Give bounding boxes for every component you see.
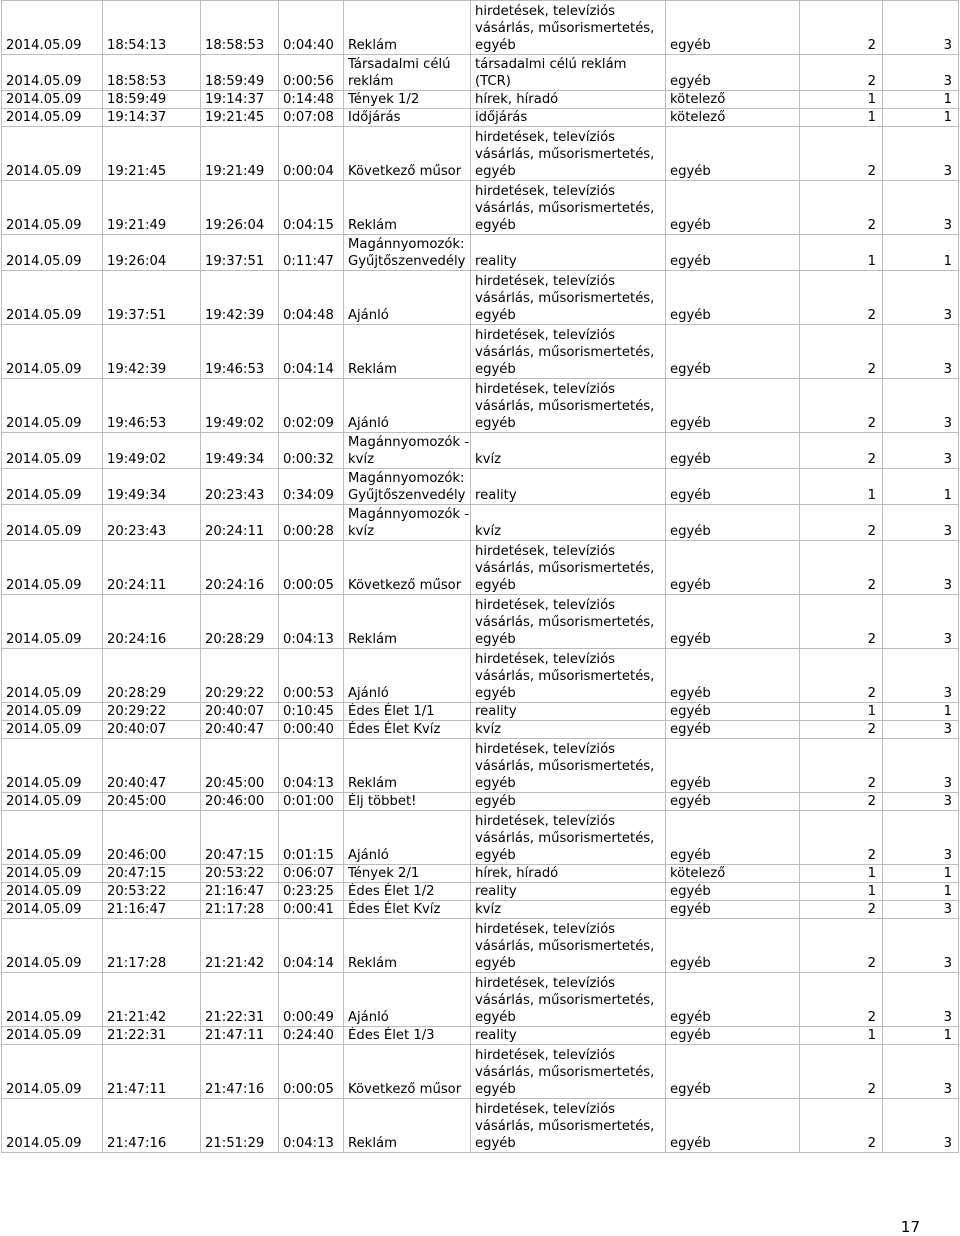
category-cell: egyéb bbox=[666, 271, 800, 325]
duration-cell: 0:04:14 bbox=[279, 325, 344, 379]
code-1-cell: 1 bbox=[800, 235, 883, 271]
category-cell: egyéb bbox=[666, 595, 800, 649]
genre-cell: reality bbox=[471, 469, 666, 505]
end-time-cell: 20:40:07 bbox=[201, 703, 279, 721]
table-row bbox=[2, 505, 959, 541]
end-time-cell: 21:22:31 bbox=[201, 973, 279, 1027]
duration-cell: 0:00:41 bbox=[279, 901, 344, 919]
genre-cell: időjárás bbox=[471, 109, 666, 127]
duration-cell: 0:14:48 bbox=[279, 91, 344, 109]
end-time-cell: 18:59:49 bbox=[201, 55, 279, 91]
category-cell: egyéb bbox=[666, 505, 800, 541]
code-1-cell: 2 bbox=[800, 1045, 883, 1099]
code-2-cell: 3 bbox=[883, 1, 959, 55]
category-cell: egyéb bbox=[666, 1, 800, 55]
start-time-cell: 19:14:37 bbox=[103, 109, 201, 127]
genre-cell: hirdetések, televíziós vásárlás, műsorismertetés, egyéb bbox=[471, 1, 666, 55]
code-1-cell: 2 bbox=[800, 325, 883, 379]
code-2-cell: 3 bbox=[883, 433, 959, 469]
program-title-cell: Reklám bbox=[344, 919, 471, 973]
date-cell: 2014.05.09 bbox=[2, 541, 103, 595]
code-1-cell: 1 bbox=[800, 109, 883, 127]
table-row bbox=[2, 739, 959, 793]
program-title-cell: Édes Élet 1/1 bbox=[344, 703, 471, 721]
table-row bbox=[2, 181, 959, 235]
start-time-cell: 20:24:16 bbox=[103, 595, 201, 649]
code-2-cell: 1 bbox=[883, 703, 959, 721]
date-cell: 2014.05.09 bbox=[2, 901, 103, 919]
end-time-cell: 19:37:51 bbox=[201, 235, 279, 271]
category-cell: kötelező bbox=[666, 109, 800, 127]
end-time-cell: 20:24:11 bbox=[201, 505, 279, 541]
program-title-cell: Következő műsor bbox=[344, 127, 471, 181]
program-title-cell: Ajánló bbox=[344, 811, 471, 865]
duration-cell: 0:06:07 bbox=[279, 865, 344, 883]
category-cell: egyéb bbox=[666, 379, 800, 433]
end-time-cell: 20:40:47 bbox=[201, 721, 279, 739]
date-cell: 2014.05.09 bbox=[2, 235, 103, 271]
genre-cell: hirdetések, televíziós vásárlás, műsorismertetés, egyéb bbox=[471, 325, 666, 379]
genre-cell: társadalmi célú reklám (TCR) bbox=[471, 55, 666, 91]
duration-cell: 0:01:15 bbox=[279, 811, 344, 865]
duration-cell: 0:24:40 bbox=[279, 1027, 344, 1045]
program-title-cell: Reklám bbox=[344, 325, 471, 379]
start-time-cell: 18:59:49 bbox=[103, 91, 201, 109]
code-2-cell: 3 bbox=[883, 505, 959, 541]
end-time-cell: 20:46:00 bbox=[201, 793, 279, 811]
code-2-cell: 1 bbox=[883, 109, 959, 127]
code-1-cell: 2 bbox=[800, 1099, 883, 1153]
table-row bbox=[2, 55, 959, 91]
table-row bbox=[2, 1, 959, 55]
program-title-cell: Reklám bbox=[344, 595, 471, 649]
code-2-cell: 3 bbox=[883, 811, 959, 865]
code-1-cell: 2 bbox=[800, 505, 883, 541]
code-2-cell: 3 bbox=[883, 379, 959, 433]
table-row bbox=[2, 235, 959, 271]
code-1-cell: 2 bbox=[800, 433, 883, 469]
end-time-cell: 19:42:39 bbox=[201, 271, 279, 325]
genre-cell: hírek, híradó bbox=[471, 865, 666, 883]
genre-cell: hirdetések, televíziós vásárlás, műsorismertetés, egyéb bbox=[471, 739, 666, 793]
category-cell: egyéb bbox=[666, 55, 800, 91]
duration-cell: 0:00:32 bbox=[279, 433, 344, 469]
code-1-cell: 2 bbox=[800, 721, 883, 739]
end-time-cell: 19:49:34 bbox=[201, 433, 279, 469]
category-cell: egyéb bbox=[666, 541, 800, 595]
start-time-cell: 21:17:28 bbox=[103, 919, 201, 973]
duration-cell: 0:00:49 bbox=[279, 973, 344, 1027]
table-row bbox=[2, 325, 959, 379]
date-cell: 2014.05.09 bbox=[2, 1027, 103, 1045]
genre-cell: hirdetések, televíziós vásárlás, műsorismertetés, egyéb bbox=[471, 1045, 666, 1099]
category-cell: egyéb bbox=[666, 739, 800, 793]
start-time-cell: 20:29:22 bbox=[103, 703, 201, 721]
code-2-cell: 3 bbox=[883, 595, 959, 649]
genre-cell: kvíz bbox=[471, 901, 666, 919]
start-time-cell: 20:23:43 bbox=[103, 505, 201, 541]
end-time-cell: 20:53:22 bbox=[201, 865, 279, 883]
category-cell: kötelező bbox=[666, 91, 800, 109]
genre-cell: hirdetések, televíziós vásárlás, műsorismertetés, egyéb bbox=[471, 127, 666, 181]
category-cell: egyéb bbox=[666, 721, 800, 739]
start-time-cell: 20:40:07 bbox=[103, 721, 201, 739]
broadcast-schedule-table bbox=[1, 0, 959, 1153]
program-title-cell: Tények 2/1 bbox=[344, 865, 471, 883]
table-row bbox=[2, 91, 959, 109]
category-cell: egyéb bbox=[666, 901, 800, 919]
start-time-cell: 19:46:53 bbox=[103, 379, 201, 433]
date-cell: 2014.05.09 bbox=[2, 469, 103, 505]
category-cell: egyéb bbox=[666, 649, 800, 703]
date-cell: 2014.05.09 bbox=[2, 649, 103, 703]
genre-cell: hírek, híradó bbox=[471, 91, 666, 109]
program-title-cell: Ajánló bbox=[344, 973, 471, 1027]
genre-cell: hirdetések, televíziós vásárlás, műsorismertetés, egyéb bbox=[471, 181, 666, 235]
date-cell: 2014.05.09 bbox=[2, 811, 103, 865]
code-1-cell: 2 bbox=[800, 127, 883, 181]
table-row bbox=[2, 973, 959, 1027]
code-1-cell: 2 bbox=[800, 901, 883, 919]
start-time-cell: 20:24:11 bbox=[103, 541, 201, 595]
code-2-cell: 3 bbox=[883, 1045, 959, 1099]
genre-cell: kvíz bbox=[471, 433, 666, 469]
code-1-cell: 2 bbox=[800, 181, 883, 235]
code-2-cell: 3 bbox=[883, 649, 959, 703]
genre-cell: hirdetések, televíziós vásárlás, műsorismertetés, egyéb bbox=[471, 919, 666, 973]
program-title-cell: Reklám bbox=[344, 739, 471, 793]
table-row bbox=[2, 1027, 959, 1045]
duration-cell: 0:07:08 bbox=[279, 109, 344, 127]
table-row bbox=[2, 865, 959, 883]
schedule-rows bbox=[2, 1, 959, 1153]
program-title-cell: Reklám bbox=[344, 1099, 471, 1153]
code-2-cell: 3 bbox=[883, 181, 959, 235]
duration-cell: 0:23:25 bbox=[279, 883, 344, 901]
page-number: 17 bbox=[900, 1218, 920, 1236]
table-row bbox=[2, 703, 959, 721]
date-cell: 2014.05.09 bbox=[2, 433, 103, 469]
code-2-cell: 3 bbox=[883, 973, 959, 1027]
table-row bbox=[2, 379, 959, 433]
code-2-cell: 1 bbox=[883, 883, 959, 901]
start-time-cell: 19:42:39 bbox=[103, 325, 201, 379]
code-1-cell: 2 bbox=[800, 649, 883, 703]
code-1-cell: 1 bbox=[800, 883, 883, 901]
code-2-cell: 1 bbox=[883, 235, 959, 271]
end-time-cell: 21:16:47 bbox=[201, 883, 279, 901]
code-2-cell: 3 bbox=[883, 271, 959, 325]
end-time-cell: 21:17:28 bbox=[201, 901, 279, 919]
end-time-cell: 21:21:42 bbox=[201, 919, 279, 973]
program-title-cell: Következő műsor bbox=[344, 541, 471, 595]
end-time-cell: 20:23:43 bbox=[201, 469, 279, 505]
end-time-cell: 19:21:45 bbox=[201, 109, 279, 127]
duration-cell: 0:00:53 bbox=[279, 649, 344, 703]
duration-cell: 0:04:15 bbox=[279, 181, 344, 235]
date-cell: 2014.05.09 bbox=[2, 505, 103, 541]
code-2-cell: 1 bbox=[883, 469, 959, 505]
start-time-cell: 20:45:00 bbox=[103, 793, 201, 811]
date-cell: 2014.05.09 bbox=[2, 55, 103, 91]
program-title-cell: Édes Élet 1/3 bbox=[344, 1027, 471, 1045]
code-1-cell: 2 bbox=[800, 811, 883, 865]
end-time-cell: 20:45:00 bbox=[201, 739, 279, 793]
program-title-cell: Időjárás bbox=[344, 109, 471, 127]
start-time-cell: 20:28:29 bbox=[103, 649, 201, 703]
program-title-cell: Magánnyomozók - kvíz bbox=[344, 505, 471, 541]
code-2-cell: 3 bbox=[883, 325, 959, 379]
category-cell: egyéb bbox=[666, 181, 800, 235]
start-time-cell: 19:37:51 bbox=[103, 271, 201, 325]
duration-cell: 0:01:00 bbox=[279, 793, 344, 811]
code-2-cell: 1 bbox=[883, 1027, 959, 1045]
category-cell: egyéb bbox=[666, 1099, 800, 1153]
table-row bbox=[2, 1045, 959, 1099]
code-2-cell: 3 bbox=[883, 1099, 959, 1153]
program-title-cell: Magánnyomozók: Gyűjtőszenvedély bbox=[344, 469, 471, 505]
end-time-cell: 19:14:37 bbox=[201, 91, 279, 109]
start-time-cell: 19:49:02 bbox=[103, 433, 201, 469]
duration-cell: 0:02:09 bbox=[279, 379, 344, 433]
genre-cell: kvíz bbox=[471, 505, 666, 541]
program-title-cell: Édes Élet Kvíz bbox=[344, 721, 471, 739]
program-title-cell: Társadalmi célú reklám bbox=[344, 55, 471, 91]
date-cell: 2014.05.09 bbox=[2, 127, 103, 181]
table-row bbox=[2, 469, 959, 505]
date-cell: 2014.05.09 bbox=[2, 1045, 103, 1099]
start-time-cell: 21:47:16 bbox=[103, 1099, 201, 1153]
date-cell: 2014.05.09 bbox=[2, 973, 103, 1027]
genre-cell: reality bbox=[471, 883, 666, 901]
code-2-cell: 3 bbox=[883, 793, 959, 811]
code-1-cell: 2 bbox=[800, 595, 883, 649]
code-2-cell: 1 bbox=[883, 865, 959, 883]
date-cell: 2014.05.09 bbox=[2, 721, 103, 739]
table-row bbox=[2, 919, 959, 973]
duration-cell: 0:04:14 bbox=[279, 919, 344, 973]
code-1-cell: 2 bbox=[800, 793, 883, 811]
start-time-cell: 21:16:47 bbox=[103, 901, 201, 919]
date-cell: 2014.05.09 bbox=[2, 1, 103, 55]
duration-cell: 0:00:05 bbox=[279, 541, 344, 595]
duration-cell: 0:00:28 bbox=[279, 505, 344, 541]
genre-cell: hirdetések, televíziós vásárlás, műsorismertetés, egyéb bbox=[471, 271, 666, 325]
category-cell: egyéb bbox=[666, 127, 800, 181]
genre-cell: reality bbox=[471, 1027, 666, 1045]
code-1-cell: 1 bbox=[800, 1027, 883, 1045]
duration-cell: 0:10:45 bbox=[279, 703, 344, 721]
date-cell: 2014.05.09 bbox=[2, 883, 103, 901]
date-cell: 2014.05.09 bbox=[2, 91, 103, 109]
date-cell: 2014.05.09 bbox=[2, 109, 103, 127]
table-row bbox=[2, 595, 959, 649]
table-row bbox=[2, 901, 959, 919]
category-cell: egyéb bbox=[666, 793, 800, 811]
end-time-cell: 18:58:53 bbox=[201, 1, 279, 55]
code-2-cell: 3 bbox=[883, 55, 959, 91]
program-title-cell: Reklám bbox=[344, 181, 471, 235]
program-title-cell: Magánnyomozók - kvíz bbox=[344, 433, 471, 469]
table-row bbox=[2, 811, 959, 865]
code-1-cell: 2 bbox=[800, 973, 883, 1027]
code-2-cell: 3 bbox=[883, 541, 959, 595]
category-cell: egyéb bbox=[666, 883, 800, 901]
program-title-cell: Ajánló bbox=[344, 649, 471, 703]
duration-cell: 0:04:40 bbox=[279, 1, 344, 55]
start-time-cell: 19:21:45 bbox=[103, 127, 201, 181]
start-time-cell: 21:47:11 bbox=[103, 1045, 201, 1099]
duration-cell: 0:00:40 bbox=[279, 721, 344, 739]
table-row bbox=[2, 433, 959, 469]
date-cell: 2014.05.09 bbox=[2, 271, 103, 325]
code-1-cell: 2 bbox=[800, 379, 883, 433]
duration-cell: 0:34:09 bbox=[279, 469, 344, 505]
program-title-cell: Következő műsor bbox=[344, 1045, 471, 1099]
genre-cell: hirdetések, televíziós vásárlás, műsorismertetés, egyéb bbox=[471, 541, 666, 595]
table-row bbox=[2, 883, 959, 901]
date-cell: 2014.05.09 bbox=[2, 325, 103, 379]
table-row bbox=[2, 541, 959, 595]
table-row bbox=[2, 793, 959, 811]
program-title-cell: Reklám bbox=[344, 1, 471, 55]
duration-cell: 0:11:47 bbox=[279, 235, 344, 271]
end-time-cell: 20:24:16 bbox=[201, 541, 279, 595]
code-1-cell: 1 bbox=[800, 703, 883, 721]
duration-cell: 0:04:13 bbox=[279, 739, 344, 793]
end-time-cell: 21:47:11 bbox=[201, 1027, 279, 1045]
start-time-cell: 20:53:22 bbox=[103, 883, 201, 901]
genre-cell: reality bbox=[471, 235, 666, 271]
start-time-cell: 19:49:34 bbox=[103, 469, 201, 505]
end-time-cell: 19:21:49 bbox=[201, 127, 279, 181]
code-1-cell: 2 bbox=[800, 1, 883, 55]
category-cell: egyéb bbox=[666, 433, 800, 469]
category-cell: egyéb bbox=[666, 1027, 800, 1045]
category-cell: egyéb bbox=[666, 235, 800, 271]
end-time-cell: 20:28:29 bbox=[201, 595, 279, 649]
genre-cell: hirdetések, televíziós vásárlás, műsorismertetés, egyéb bbox=[471, 595, 666, 649]
genre-cell: hirdetések, televíziós vásárlás, műsorismertetés, egyéb bbox=[471, 973, 666, 1027]
genre-cell: kvíz bbox=[471, 721, 666, 739]
table-row bbox=[2, 1099, 959, 1153]
start-time-cell: 18:58:53 bbox=[103, 55, 201, 91]
date-cell: 2014.05.09 bbox=[2, 919, 103, 973]
program-title-cell: Ajánló bbox=[344, 379, 471, 433]
code-1-cell: 2 bbox=[800, 541, 883, 595]
end-time-cell: 19:49:02 bbox=[201, 379, 279, 433]
start-time-cell: 18:54:13 bbox=[103, 1, 201, 55]
duration-cell: 0:00:04 bbox=[279, 127, 344, 181]
end-time-cell: 19:46:53 bbox=[201, 325, 279, 379]
category-cell: egyéb bbox=[666, 811, 800, 865]
date-cell: 2014.05.09 bbox=[2, 1099, 103, 1153]
category-cell: egyéb bbox=[666, 325, 800, 379]
end-time-cell: 19:26:04 bbox=[201, 181, 279, 235]
category-cell: kötelező bbox=[666, 865, 800, 883]
category-cell: egyéb bbox=[666, 973, 800, 1027]
duration-cell: 0:00:05 bbox=[279, 1045, 344, 1099]
code-2-cell: 3 bbox=[883, 721, 959, 739]
genre-cell: egyéb bbox=[471, 793, 666, 811]
date-cell: 2014.05.09 bbox=[2, 739, 103, 793]
code-1-cell: 1 bbox=[800, 91, 883, 109]
start-time-cell: 19:21:49 bbox=[103, 181, 201, 235]
genre-cell: hirdetések, televíziós vásárlás, műsorismertetés, egyéb bbox=[471, 379, 666, 433]
genre-cell: hirdetések, televíziós vásárlás, műsorismertetés, egyéb bbox=[471, 811, 666, 865]
program-title-cell: Élj többet! bbox=[344, 793, 471, 811]
date-cell: 2014.05.09 bbox=[2, 379, 103, 433]
table-row bbox=[2, 721, 959, 739]
code-1-cell: 2 bbox=[800, 919, 883, 973]
date-cell: 2014.05.09 bbox=[2, 703, 103, 721]
program-title-cell: Tények 1/2 bbox=[344, 91, 471, 109]
genre-cell: hirdetések, televíziós vásárlás, műsorismertetés, egyéb bbox=[471, 1099, 666, 1153]
date-cell: 2014.05.09 bbox=[2, 181, 103, 235]
code-1-cell: 2 bbox=[800, 739, 883, 793]
start-time-cell: 20:46:00 bbox=[103, 811, 201, 865]
table-row bbox=[2, 649, 959, 703]
start-time-cell: 19:26:04 bbox=[103, 235, 201, 271]
date-cell: 2014.05.09 bbox=[2, 865, 103, 883]
start-time-cell: 21:21:42 bbox=[103, 973, 201, 1027]
date-cell: 2014.05.09 bbox=[2, 595, 103, 649]
program-title-cell: Magánnyomozók: Gyűjtőszenvedély bbox=[344, 235, 471, 271]
duration-cell: 0:04:13 bbox=[279, 595, 344, 649]
code-2-cell: 3 bbox=[883, 919, 959, 973]
program-title-cell: Édes Élet Kvíz bbox=[344, 901, 471, 919]
category-cell: egyéb bbox=[666, 469, 800, 505]
category-cell: egyéb bbox=[666, 919, 800, 973]
start-time-cell: 20:47:15 bbox=[103, 865, 201, 883]
code-1-cell: 1 bbox=[800, 469, 883, 505]
table-row bbox=[2, 109, 959, 127]
start-time-cell: 20:40:47 bbox=[103, 739, 201, 793]
code-2-cell: 3 bbox=[883, 739, 959, 793]
code-1-cell: 1 bbox=[800, 865, 883, 883]
end-time-cell: 21:51:29 bbox=[201, 1099, 279, 1153]
code-1-cell: 2 bbox=[800, 55, 883, 91]
program-title-cell: Édes Élet 1/2 bbox=[344, 883, 471, 901]
code-2-cell: 3 bbox=[883, 901, 959, 919]
code-2-cell: 3 bbox=[883, 127, 959, 181]
duration-cell: 0:04:13 bbox=[279, 1099, 344, 1153]
start-time-cell: 21:22:31 bbox=[103, 1027, 201, 1045]
end-time-cell: 20:29:22 bbox=[201, 649, 279, 703]
duration-cell: 0:04:48 bbox=[279, 271, 344, 325]
end-time-cell: 20:47:15 bbox=[201, 811, 279, 865]
date-cell: 2014.05.09 bbox=[2, 793, 103, 811]
category-cell: egyéb bbox=[666, 703, 800, 721]
table-row bbox=[2, 127, 959, 181]
category-cell: egyéb bbox=[666, 1045, 800, 1099]
duration-cell: 0:00:56 bbox=[279, 55, 344, 91]
end-time-cell: 21:47:16 bbox=[201, 1045, 279, 1099]
genre-cell: hirdetések, televíziós vásárlás, műsorismertetés, egyéb bbox=[471, 649, 666, 703]
table-row bbox=[2, 271, 959, 325]
program-title-cell: Ajánló bbox=[344, 271, 471, 325]
genre-cell: reality bbox=[471, 703, 666, 721]
code-2-cell: 1 bbox=[883, 91, 959, 109]
code-1-cell: 2 bbox=[800, 271, 883, 325]
